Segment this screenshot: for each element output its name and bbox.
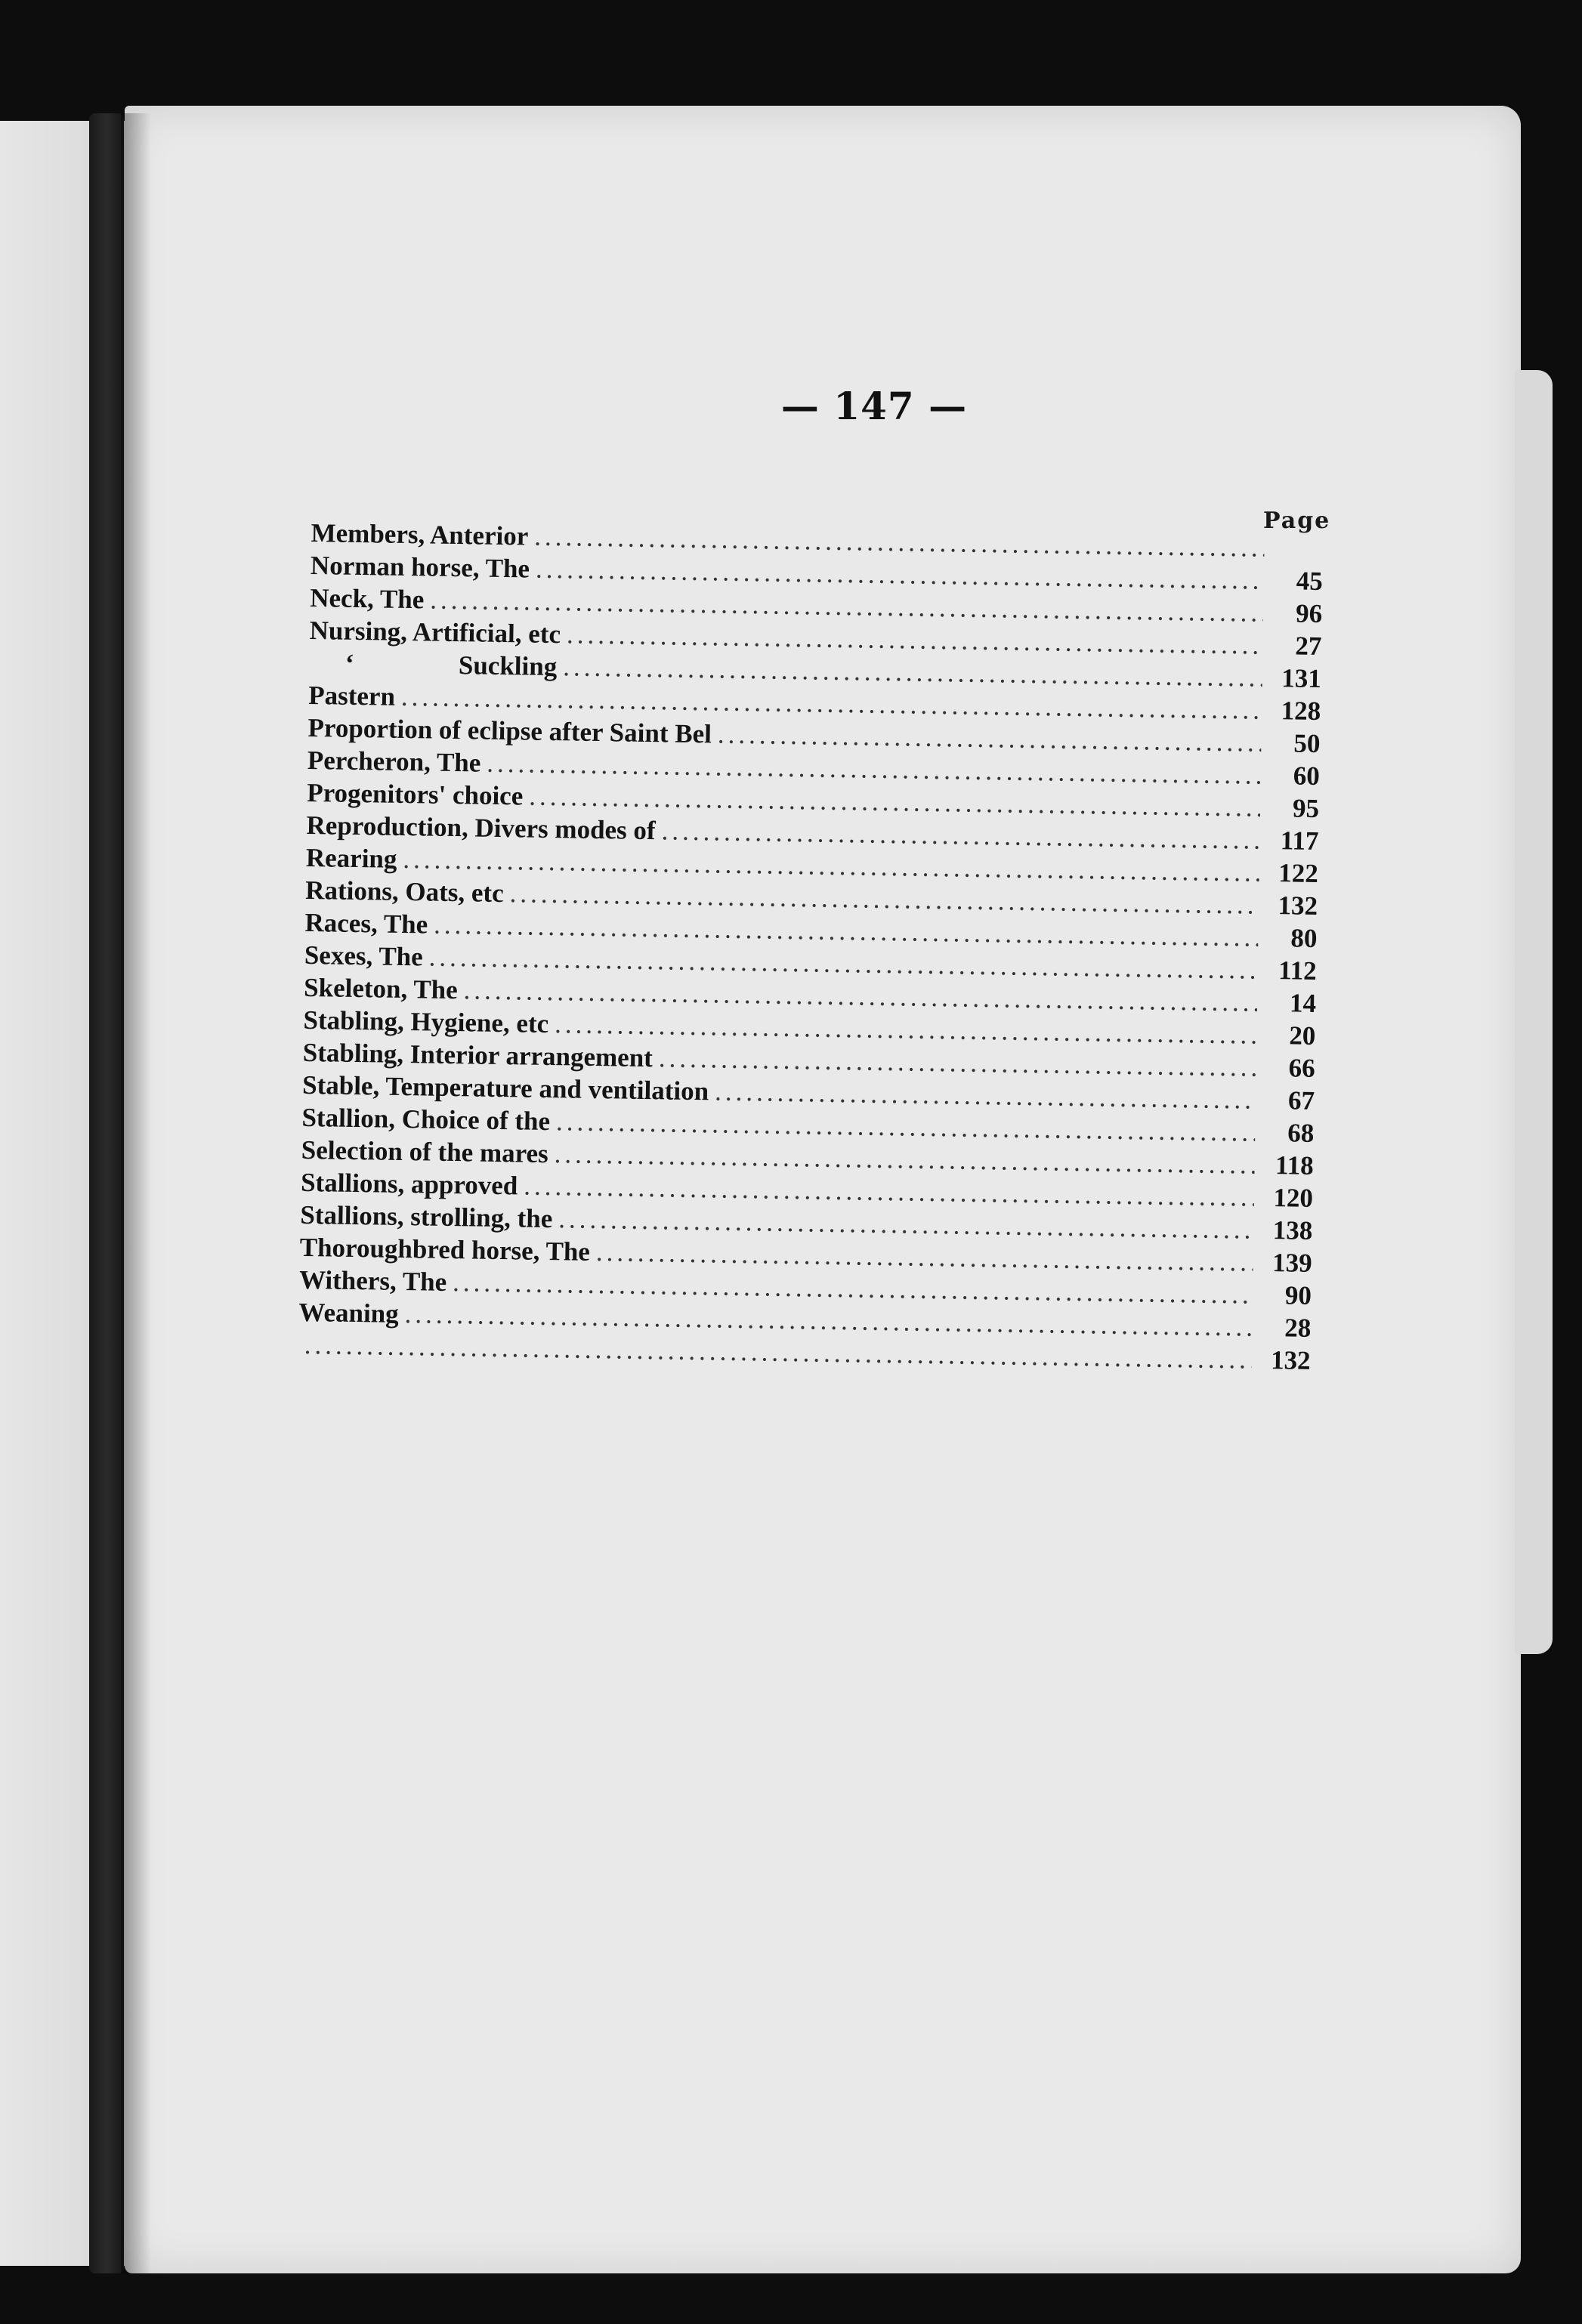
entry-page: 67 [1287, 1085, 1315, 1116]
gutter-shadow [121, 113, 151, 2273]
entry-label: Nursing, Artificial, etc [309, 615, 561, 650]
entry-page: 138 [1272, 1215, 1313, 1245]
entry-label: Stallion, Choice of the [301, 1102, 551, 1137]
entry-page: 120 [1273, 1183, 1314, 1213]
entry-label: Sexes, The [304, 940, 424, 972]
entry-page: 60 [1293, 761, 1321, 792]
entry-page: 66 [1288, 1053, 1315, 1083]
entry-label: Skeleton, The [303, 972, 459, 1005]
entry-label: Stable, Temperature and ventilation [301, 1069, 709, 1106]
entry-page: 122 [1278, 858, 1319, 888]
entry-label: Proportion of eclipse after Saint Bel [307, 712, 712, 749]
entry-page: 50 [1293, 728, 1321, 759]
entry-label: Selection of the mares [301, 1134, 549, 1169]
entry-label: Percheron, The [307, 745, 481, 778]
entry-label: Reproduction, Divers modes of [306, 810, 656, 846]
entry-label: Stabling, Interior arrangement [302, 1037, 654, 1073]
book-spine [89, 113, 124, 2273]
entry-label: Progenitors' choice [306, 777, 524, 811]
entry-page: 14 [1289, 988, 1317, 1018]
entry-label: Stallions, approved [300, 1167, 518, 1201]
entry-page: 132 [1270, 1345, 1311, 1375]
entry-page: 128 [1281, 696, 1321, 727]
entry-page: 139 [1271, 1248, 1312, 1278]
entry-page: 45 [1296, 566, 1324, 597]
entry-label: Neck, The [310, 582, 425, 615]
entry-label: Withers, The [298, 1264, 447, 1297]
entry-label: Stabling, Hygiene, etc [303, 1005, 549, 1039]
entry-page: 117 [1280, 826, 1319, 856]
entry-label: Stallions, strolling, the [300, 1199, 553, 1234]
subentry-label: Suckling [458, 650, 558, 682]
page-number: — 147 — [780, 384, 968, 428]
entry-page: 95 [1292, 793, 1320, 824]
entry-label: Rations, Oats, etc [304, 875, 504, 909]
entry-page: 96 [1295, 598, 1323, 629]
entry-page: 112 [1278, 955, 1318, 986]
entry-label: Pastern [307, 680, 396, 711]
entry-page: 118 [1275, 1150, 1314, 1181]
entry-page: 131 [1281, 663, 1322, 694]
entry-label: Thoroughbred horse, The [299, 1232, 591, 1267]
ditto-mark: ‘ [345, 648, 354, 678]
entry-page: 28 [1284, 1313, 1312, 1343]
entry-page: 90 [1284, 1280, 1312, 1310]
entry-label: Members, Anterior [311, 517, 529, 551]
entry-page: 27 [1295, 631, 1322, 662]
entry-page: 68 [1287, 1118, 1315, 1148]
entry-page: 80 [1290, 923, 1318, 953]
entry-label: Weaning [298, 1297, 400, 1329]
entry-label: Rearing [305, 842, 397, 874]
index-list [298, 517, 1323, 1377]
entry-label: Races, The [304, 907, 428, 940]
entry-label [309, 647, 558, 683]
page-edge [1515, 370, 1553, 1654]
page-column-header: Page [1263, 508, 1331, 534]
entry-page: 20 [1289, 1020, 1316, 1051]
entry-label: Norman horse, The [310, 550, 530, 584]
entry-page: 132 [1278, 890, 1318, 921]
